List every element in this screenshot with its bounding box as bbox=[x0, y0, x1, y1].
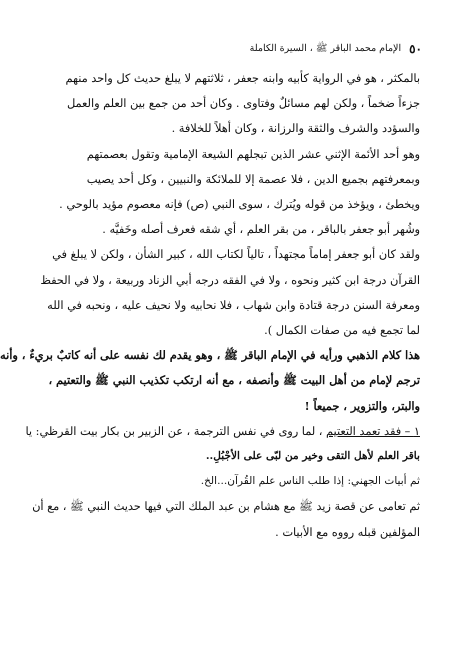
text-line: والبتر، والتزوير ، جميعاً ! bbox=[304, 398, 420, 413]
text-line: والسؤدد والشرف والثقة والرزانة ، وكان أهلاً للخلافة . bbox=[171, 122, 420, 136]
text-line: وبمعرفتهم بجميع الدين ، فلا عصمة إلا للملائكة والنبيين ، وكل أحد يصيب bbox=[86, 172, 420, 186]
paragraph-1 bbox=[50, 66, 420, 142]
paragraph-4 bbox=[40, 242, 420, 343]
text-line: لما تجمع فيه من صفات الكمال ). bbox=[264, 324, 420, 338]
text-line: وهو أحد الأئمة الإثني عشر الذين تبجلهم الشيعة الإمامية وتقول بعصمتهم bbox=[86, 147, 420, 161]
paragraph-bold-commentary bbox=[0, 343, 420, 419]
text-line: المؤلفين قبله رووه مع الأبيات . bbox=[275, 525, 420, 539]
body-text bbox=[0, 66, 420, 545]
then-line: ثم أبيات الجهني: إذا طلب الناس علم القُرآن...الخ. bbox=[200, 475, 420, 488]
text-line: ثم تعامى عن قصة زيد ﷺ مع هشام بن عبد الملك التي فيها حديث النبي ﷺ ، مع أن bbox=[32, 500, 420, 514]
underlined-heading: ١ – فقد تعمد التعتيم bbox=[326, 424, 420, 438]
paragraph-2 bbox=[50, 142, 420, 218]
text-line: ومعرفة السنن درجة قتادة وابن شهاب ، فلا نحابيه ولا نحيف عليه ، ونحبه في الله bbox=[47, 298, 420, 312]
section-first-line-rest: ، لما روى في نفس الترجمة ، عن الزبير بن بكار بيت القرظي: يا bbox=[25, 424, 323, 438]
text-line: بالمكثر ، هو في الرواية كأبيه وابنه جعفر ، ثلاثتهم لا يبلغ حديث كل واحد منهم bbox=[65, 72, 420, 85]
book-page bbox=[2, 0, 470, 667]
section-point-1 bbox=[25, 419, 420, 545]
text-line: القرآن درجة ابن كثير ونحوه ، ولا في الفقه درجه أبي الزناد وربيعة ، ولا في الحفظ bbox=[40, 273, 420, 287]
verse-line: باقر العلم لأهل التقى وخير من لبّى على الأجْبُلِ.. bbox=[205, 450, 420, 463]
text-line: ويخطئ ، ويؤخذ من قوله ويُترك ، سوى النبي (ص) فإنه معصوم مؤيد بالوحي . bbox=[59, 198, 420, 212]
text-line: هذا كلام الذهبي ورأيه في الإمام الباقر ﷺ ، وهو يقدم لك نفسه على أنه كاتبٌ بريءٌ ، وأنه bbox=[0, 348, 420, 363]
text-line: وشُهر أبو جعفر بالباقر ، من بقر العلم ، أي شقه فعرف أصله وخَفيَّه . bbox=[102, 223, 420, 237]
running-header bbox=[50, 40, 422, 58]
paragraph-3 bbox=[50, 217, 420, 242]
text-line: ترجم لإمام من أهل البيت ﷺ وأنصفه ، مع أنه ارتكب تكذيب النبي ﷺ والتعتيم ، bbox=[48, 373, 420, 388]
page-number: ٥٠ bbox=[409, 42, 422, 56]
text-line: جزءاً ضخماً ، ولكن لهم مسائلٌ وفتاوى . وكان أحد من جمع بين العلم والعمل bbox=[66, 97, 420, 111]
running-header-title: الإمام محمد الباقر ﷺ ، السيرة الكاملة bbox=[249, 43, 402, 54]
section-first-line bbox=[25, 419, 420, 444]
text-line: ولقد كان أبو جعفر إماماً مجتهداً ، تالياً لكتاب الله ، كبير الشأن ، ولكن لا يبلغ في bbox=[52, 248, 420, 262]
